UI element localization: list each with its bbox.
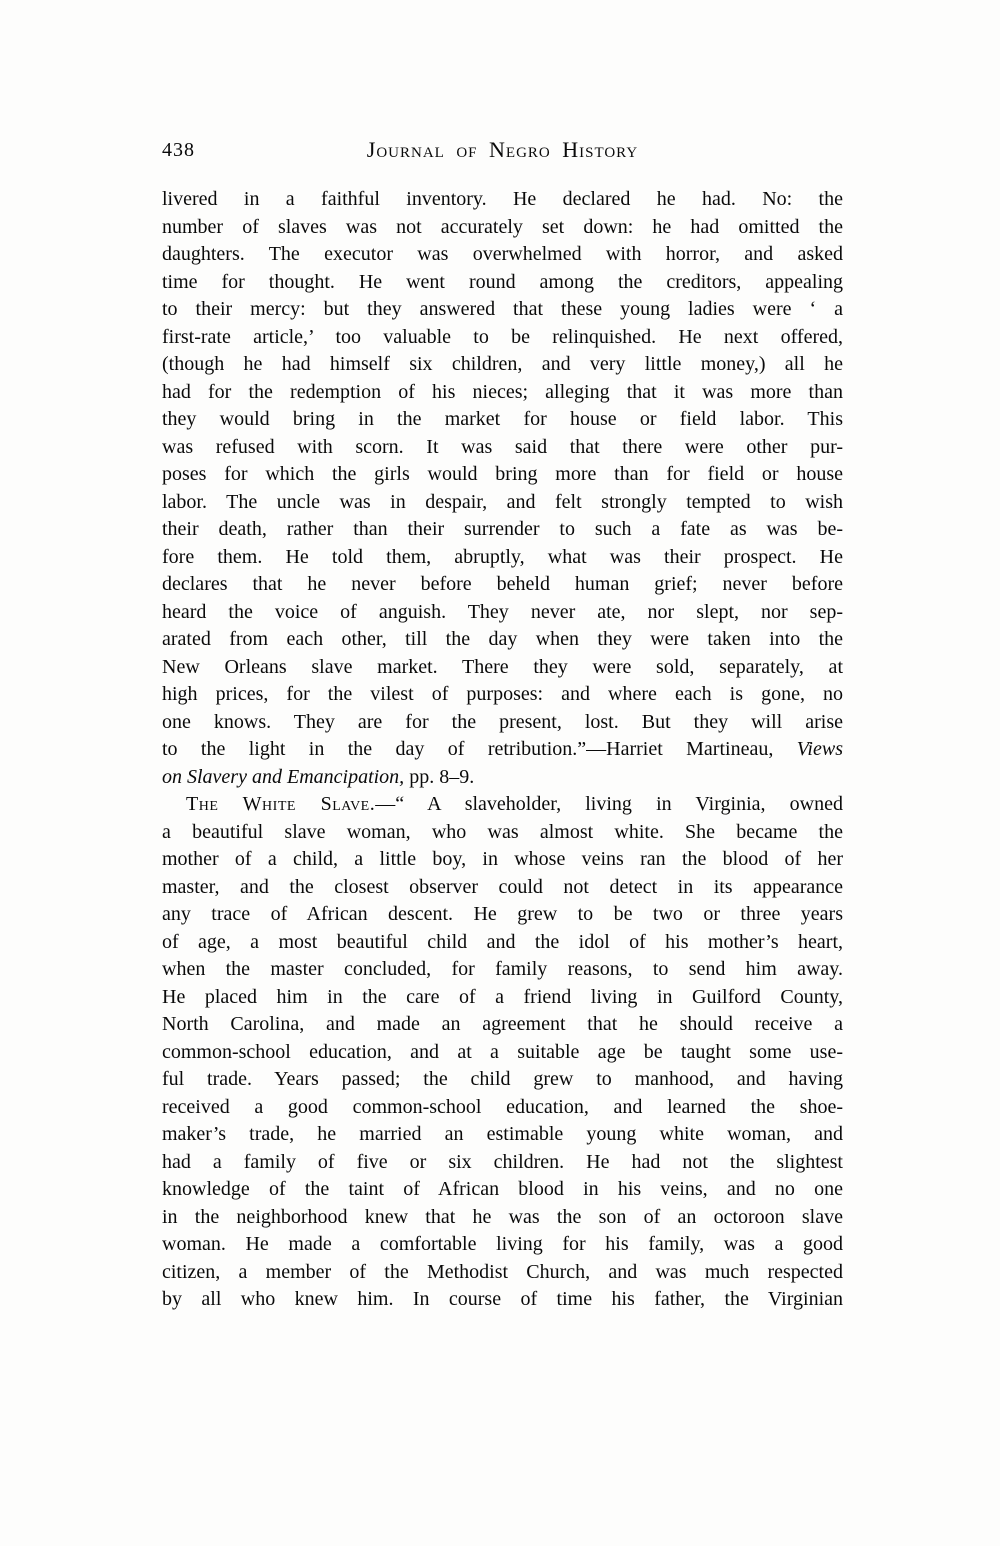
text-line: [162, 1231, 843, 1259]
text-line: [162, 984, 843, 1012]
text-line: [162, 186, 843, 214]
text-line: [162, 1176, 843, 1204]
body-text-segment: one knows. They are for the present, lost. But they will arise: [162, 710, 843, 733]
body-text-segment: time for thought. He went round among the creditors, appealing: [162, 270, 843, 293]
text-line: [162, 296, 843, 324]
body-text-segment: master, and the closest observer could not detect in its appearance: [162, 875, 843, 898]
text-line: [162, 901, 843, 929]
body-text-segment: livered in a faithful inventory. He declared he had. No: the: [162, 188, 843, 210]
body-text-segment: fore them. He told them, abruptly, what was their prospect. He: [162, 545, 843, 568]
body-text-segment: poses for which the girls would bring more than for field or house: [162, 463, 843, 485]
body-text-segment: (though he had himself six children, and very little money,) all he: [162, 353, 843, 375]
italic-text: on Slavery and Emancipation,: [162, 765, 405, 788]
body-text-segment: by all who knew him. In course of time his father, the Virginian: [162, 1288, 843, 1310]
body-text-segment: when the master concluded, for family reasons, to send him away.: [162, 958, 843, 980]
text-line: [162, 489, 843, 517]
text-line: [162, 241, 843, 269]
text-line: [162, 929, 843, 957]
text-line: [162, 1121, 843, 1149]
body-text-segment: was refused with scorn. It was said that there were other pur-: [162, 435, 843, 458]
body-text-segment: North Carolina, and made an agreement that he should receive a: [162, 1013, 843, 1035]
page-body: [162, 186, 843, 1314]
text-line: [162, 709, 843, 737]
body-text-segment: mother of a child, a little boy, in whose veins ran the blood of her: [162, 848, 843, 870]
body-text-segment: in the neighborhood knew that he was the son of an octoroon slave: [162, 1205, 843, 1228]
paragraph: [162, 186, 843, 791]
journal-title: Journal of Negro History: [366, 137, 639, 162]
italic-text: Views: [796, 738, 843, 760]
body-text-segment: common-school education, and at a suitable age be taught some use-: [162, 1040, 843, 1063]
body-text-segment: had a family of five or six children. He had not the slightest: [162, 1150, 843, 1173]
text-line: [162, 599, 843, 627]
paragraph: [162, 791, 843, 1314]
page-number: 438: [162, 139, 195, 161]
text-line: [162, 434, 843, 462]
body-text-segment: He placed him in the care of a friend living in Guilford County,: [162, 985, 843, 1008]
text-line: [162, 681, 843, 709]
text-line: [162, 516, 843, 544]
text-line: [162, 846, 843, 874]
body-text-segment: heard the voice of anguish. They never ate, nor slept, nor sep-: [162, 600, 843, 623]
body-text-segment: high prices, for the vilest of purposes: and where each is gone, no: [162, 683, 843, 705]
body-text-segment: any trace of African descent. He grew to be two or three years: [162, 903, 843, 925]
text-line: [162, 1066, 843, 1094]
body-text-segment: of age, a most beautiful child and the idol of his mother’s heart,: [162, 930, 843, 953]
text-line: [162, 736, 843, 764]
running-head: [162, 137, 843, 163]
text-line: [162, 269, 843, 297]
text-line: [162, 654, 843, 682]
text-line: [162, 791, 843, 819]
text-line: [162, 1011, 843, 1039]
text-line: [162, 764, 843, 792]
text-line: [162, 406, 843, 434]
body-text-segment: New Orleans slave market. There they were sold, separately, at: [162, 655, 843, 678]
body-text-segment: their death, rather than their surrender to such a fate as was be-: [162, 518, 843, 540]
body-text-segment: to their mercy: but they answered that these young ladies were ‘ a: [162, 298, 843, 320]
text-line: [162, 956, 843, 984]
body-text-segment: woman. He made a comfortable living for his family, was a good: [162, 1233, 843, 1255]
text-line: [162, 214, 843, 242]
text-line: [162, 1259, 843, 1287]
text-line: [162, 351, 843, 379]
body-text-segment: a beautiful slave woman, who was almost white. She became the: [162, 820, 843, 843]
body-text-segment: they would bring in the market for house or field labor. This: [162, 408, 843, 430]
text-line: [162, 1149, 843, 1177]
text-line: [162, 874, 843, 902]
text-line: [162, 324, 843, 352]
body-text-segment: ful trade. Years passed; the child grew to manhood, and having: [162, 1068, 843, 1090]
body-text-segment: maker’s trade, he married an estimable young white woman, and: [162, 1123, 843, 1145]
text-line: [162, 544, 843, 572]
text-line: [162, 1039, 843, 1067]
body-text-segment: knowledge of the taint of African blood in his veins, and no one: [162, 1178, 843, 1200]
text-line: [162, 1286, 843, 1314]
body-text-segment: declares that he never before beheld human grief; never before: [162, 573, 843, 595]
text-line: [162, 819, 843, 847]
body-text-segment: to the light in the day of retribution.”—Harriet Martineau,: [162, 738, 797, 760]
body-text-segment: received a good common-school education, and learned the shoe-: [162, 1095, 843, 1118]
text-line: [162, 461, 843, 489]
body-text-segment: citizen, a member of the Methodist Church, and was much respected: [162, 1260, 843, 1283]
body-text-segment: number of slaves was not accurately set down: he had omitted the: [162, 215, 843, 238]
body-text-segment: arated from each other, till the day when they were taken into the: [162, 628, 843, 650]
text-line: [162, 379, 843, 407]
text-line: [162, 1094, 843, 1122]
body-text-segment: first-rate article,’ too valuable to be relinquished. He next offered,: [162, 325, 843, 348]
smallcaps-text: The White Slave.: [186, 793, 376, 815]
text-line: [162, 626, 843, 654]
text-line: [162, 571, 843, 599]
text-line: [162, 1204, 843, 1232]
body-text-segment: daughters. The executor was overwhelmed with horror, and asked: [162, 243, 843, 265]
body-text-segment: had for the redemption of his nieces; alleging that it was more than: [162, 380, 843, 403]
body-text-segment: —“ A slaveholder, living in Virginia, owned: [375, 793, 843, 815]
body-text-segment: labor. The uncle was in despair, and felt strongly tempted to wish: [162, 490, 843, 513]
body-text-segment: pp. 8–9.: [404, 765, 475, 788]
